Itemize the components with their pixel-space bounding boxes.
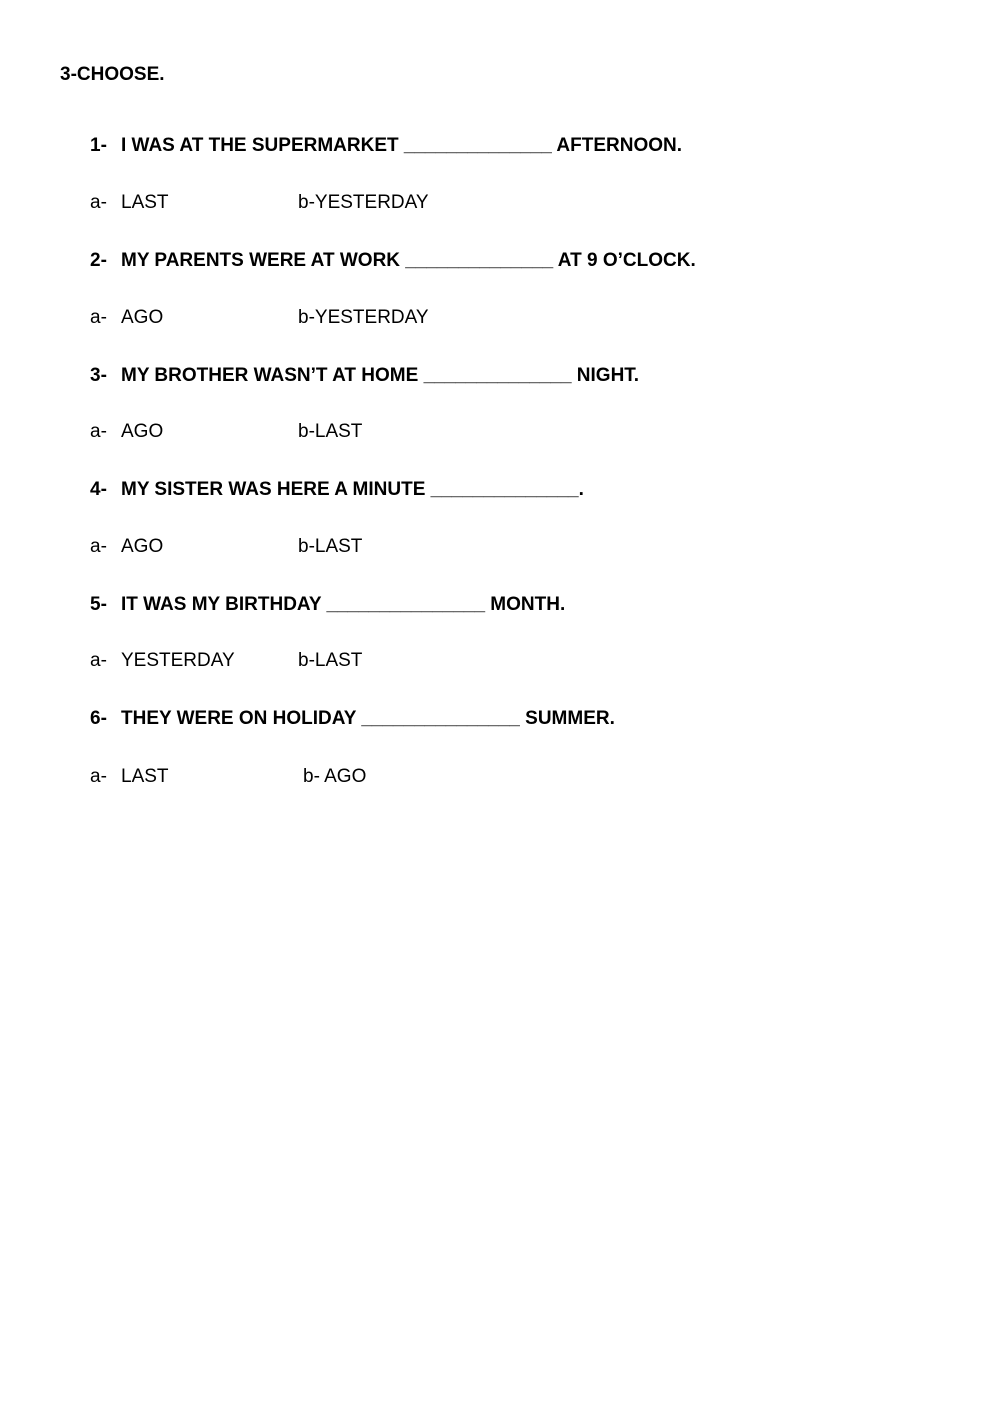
- option-a-marker: a-: [90, 650, 107, 671]
- question-2: [90, 250, 696, 272]
- option-a: AGO: [121, 307, 164, 328]
- options-1: [90, 192, 429, 214]
- question-number: 6-: [90, 708, 107, 729]
- option-b: b-YESTERDAY: [298, 192, 429, 213]
- question-text: MY BROTHER WASN’T AT HOME ______________ NIGHT.: [121, 365, 640, 386]
- question-number: 3-: [90, 365, 107, 386]
- question-6: [90, 708, 615, 730]
- options-5: [90, 650, 363, 672]
- question-number: 1-: [90, 135, 107, 156]
- question-1: [90, 135, 682, 157]
- question-number: 4-: [90, 479, 107, 500]
- option-a-marker: a-: [90, 192, 107, 213]
- options-3: [90, 421, 363, 443]
- question-5: [90, 594, 565, 616]
- question-text: I WAS AT THE SUPERMARKET ______________ AFTERNOON.: [121, 135, 683, 156]
- option-a: AGO: [121, 536, 164, 557]
- question-text: THEY WERE ON HOLIDAY _______________ SUMMER.: [121, 708, 615, 729]
- option-b: b-LAST: [298, 421, 363, 442]
- option-a: YESTERDAY: [121, 650, 235, 671]
- options-2: [90, 307, 429, 329]
- option-b: b-LAST: [298, 650, 363, 671]
- question-text: MY PARENTS WERE AT WORK ______________ AT 9 O’CLOCK.: [121, 250, 696, 271]
- option-a: LAST: [121, 766, 169, 787]
- question-3: [90, 365, 639, 387]
- option-a-marker: a-: [90, 307, 107, 328]
- option-a-marker: a-: [90, 536, 107, 557]
- exercise-heading: 3-CHOOSE.: [60, 64, 165, 85]
- question-number: 2-: [90, 250, 107, 271]
- option-a: LAST: [121, 192, 169, 213]
- option-b: b- AGO: [303, 766, 367, 787]
- options-6: [90, 766, 367, 788]
- option-a-marker: a-: [90, 421, 107, 442]
- option-b: b-YESTERDAY: [298, 307, 429, 328]
- question-text: MY SISTER WAS HERE A MINUTE ______________.: [121, 479, 584, 500]
- question-number: 5-: [90, 594, 107, 615]
- option-a-marker: a-: [90, 766, 107, 787]
- option-b: b-LAST: [298, 536, 363, 557]
- question-4: [90, 479, 584, 501]
- options-4: [90, 536, 363, 558]
- option-a: AGO: [121, 421, 164, 442]
- question-text: IT WAS MY BIRTHDAY _______________ MONTH.: [121, 594, 566, 615]
